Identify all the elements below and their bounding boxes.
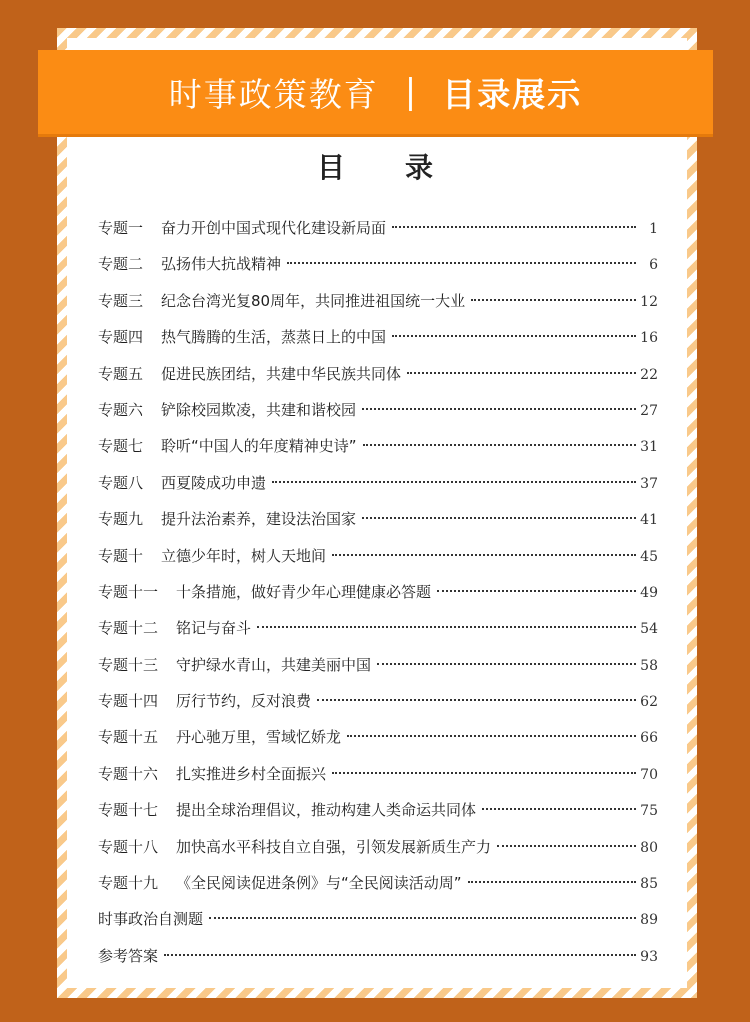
toc-entry-title: 铭记与奋斗 [176, 619, 252, 638]
toc-entry-label: 专题五 [98, 364, 144, 383]
toc-entry-title: 提出全球治理倡议，推动构建人类命运共同体 [176, 801, 477, 820]
toc-entry-label: 专题四 [98, 328, 144, 347]
toc-entry[interactable] [98, 508, 658, 544]
toc-entry[interactable] [98, 763, 658, 799]
toc-entry[interactable] [98, 253, 658, 289]
header-banner [38, 50, 713, 134]
toc-entry[interactable] [98, 217, 658, 253]
toc-entry-page-number: 49 [640, 584, 658, 601]
toc-entry-page-number: 41 [640, 512, 658, 529]
toc-entry-leader-dots [362, 408, 636, 410]
toc-entry-leader-dots [272, 481, 636, 483]
toc-entry-title: 铲除校园欺凌，共建和谐校园 [161, 400, 357, 419]
toc-entry-leader-dots [332, 772, 636, 774]
toc-entry-title: 立德少年时，树人天地间 [161, 546, 327, 565]
toc-entry-page-number: 89 [640, 912, 658, 929]
toc-entry-title: 弘扬伟大抗战精神 [161, 255, 282, 274]
toc-entry-leader-dots [317, 699, 636, 701]
toc-entry-leader-dots [347, 735, 636, 737]
toc-entry-leader-dots [332, 554, 636, 556]
toc-entry-title: 提升法治素养，建设法治国家 [161, 510, 357, 529]
toc-entry-leader-dots [471, 299, 636, 301]
toc-entry[interactable] [98, 399, 658, 435]
toc-title: 目录 [316, 151, 493, 184]
toc-entry-page-number: 85 [640, 876, 658, 893]
toc-entry-label: 专题九 [98, 510, 144, 529]
toc-entry-page-number: 45 [640, 548, 658, 565]
toc-entry-title: 十条措施，做好青少年心理健康必答题 [176, 582, 432, 601]
toc-entry-title: 丹心驰万里，雪域忆娇龙 [176, 728, 342, 747]
toc-entry-label: 专题二 [98, 255, 144, 274]
toc-entry[interactable] [98, 363, 658, 399]
toc-entry-page-number: 12 [640, 293, 658, 310]
toc-entry-label: 专题十三 [98, 655, 159, 674]
toc-entry-page-number: 93 [640, 948, 658, 965]
toc-entry[interactable] [98, 799, 658, 835]
toc-entry-leader-dots [362, 517, 636, 519]
toc-entry[interactable] [98, 690, 658, 726]
toc-entry-page-number: 31 [640, 439, 658, 456]
toc-entry-label: 时事政治自测题 [98, 910, 204, 929]
toc-entry[interactable] [98, 908, 658, 944]
toc-entry-leader-dots [437, 590, 636, 592]
toc-entry-title: 促进民族团结，共建中华民族共同体 [161, 364, 402, 383]
toc-entry-label: 专题一 [98, 219, 144, 237]
toc-entry[interactable] [98, 545, 658, 581]
toc-entry-page-number: 1 [649, 221, 658, 237]
toc-entry-title: 纪念台湾光复80周年，共同推进祖国统一大业 [161, 291, 466, 310]
toc-entry[interactable] [98, 435, 658, 471]
toc-entry-label: 专题十六 [98, 764, 159, 783]
toc-entry-label: 专题十八 [98, 837, 159, 856]
toc-entry-page-number: 80 [640, 839, 658, 856]
toc-entry-page-number: 22 [640, 366, 658, 383]
toc-entry-label: 专题十五 [98, 728, 159, 747]
toc-entry[interactable] [98, 726, 658, 762]
toc-entry[interactable] [98, 472, 658, 508]
toc-entry-page-number: 75 [640, 803, 658, 820]
toc-entry-leader-dots [377, 663, 636, 665]
toc-entry-leader-dots [497, 845, 636, 847]
toc-entry-leader-dots [407, 372, 636, 374]
toc-entry-page-number: 6 [649, 257, 658, 274]
toc-entry-page-number: 27 [640, 402, 658, 419]
banner-left-text: 时事政策教育 [168, 74, 379, 114]
toc-list [98, 217, 658, 981]
toc-entry-title: 扎实推进乡村全面振兴 [176, 764, 327, 783]
toc-entry-page-number: 70 [640, 766, 658, 783]
toc-entry-title: 守护绿水青山，共建美丽中国 [176, 655, 372, 674]
toc-entry-title: 奋力开创中国式现代化建设新局面 [161, 219, 387, 237]
toc-entry-page-number: 54 [640, 621, 658, 638]
toc-entry-leader-dots [392, 335, 636, 337]
toc-entry[interactable] [98, 326, 658, 362]
banner-separator: | [404, 72, 417, 112]
toc-entry-leader-dots [468, 881, 636, 883]
banner-right-text: 目录展示 [442, 74, 583, 114]
toc-entry-title: 聆听“中国人的年度精神史诗” [161, 437, 357, 456]
toc-entry-label: 专题十一 [98, 582, 159, 601]
toc-entry-leader-dots [392, 226, 636, 228]
toc-entry[interactable] [98, 872, 658, 908]
toc-entry-page-number: 58 [640, 657, 658, 674]
toc-entry[interactable] [98, 945, 658, 981]
toc-entry-label: 专题六 [98, 400, 144, 419]
toc-entry[interactable] [98, 836, 658, 872]
toc-entry-label: 专题七 [98, 437, 144, 456]
toc-entry-page-number: 62 [640, 694, 658, 711]
toc-entry[interactable] [98, 654, 658, 690]
toc-entry-label: 专题十四 [98, 692, 159, 711]
toc-entry-title: 厉行节约，反对浪费 [176, 692, 312, 711]
toc-entry-leader-dots [164, 954, 636, 956]
toc-entry-title: 加快高水平科技自立自强，引领发展新质生产力 [176, 837, 492, 856]
toc-entry-title: 《全民阅读促进条例》与“全民阅读活动周” [176, 874, 462, 893]
toc-entry-leader-dots [209, 917, 636, 919]
toc-entry-label: 专题十七 [98, 801, 159, 820]
toc-entry-title: 西夏陵成功申遗 [161, 473, 267, 492]
toc-entry-label: 参考答案 [98, 946, 159, 965]
toc-entry-leader-dots [257, 626, 636, 628]
toc-entry[interactable] [98, 290, 658, 326]
toc-entry-page-number: 66 [640, 730, 658, 747]
toc-entry[interactable] [98, 617, 658, 653]
toc-entry-label: 专题八 [98, 473, 144, 492]
toc-entry-label: 专题十九 [98, 874, 159, 893]
toc-entry-leader-dots [482, 808, 636, 810]
toc-entry-leader-dots [287, 262, 636, 264]
toc-entry-label: 专题十 [98, 546, 144, 565]
toc-entry-title: 热气腾腾的生活，蒸蒸日上的中国 [161, 328, 387, 347]
toc-entry-label: 专题三 [98, 291, 144, 310]
toc-entry-page-number: 16 [640, 330, 658, 347]
toc-entry[interactable] [98, 581, 658, 617]
toc-entry-leader-dots [363, 444, 636, 446]
toc-entry-page-number: 37 [640, 475, 658, 492]
toc-entry-label: 专题十二 [98, 619, 159, 638]
